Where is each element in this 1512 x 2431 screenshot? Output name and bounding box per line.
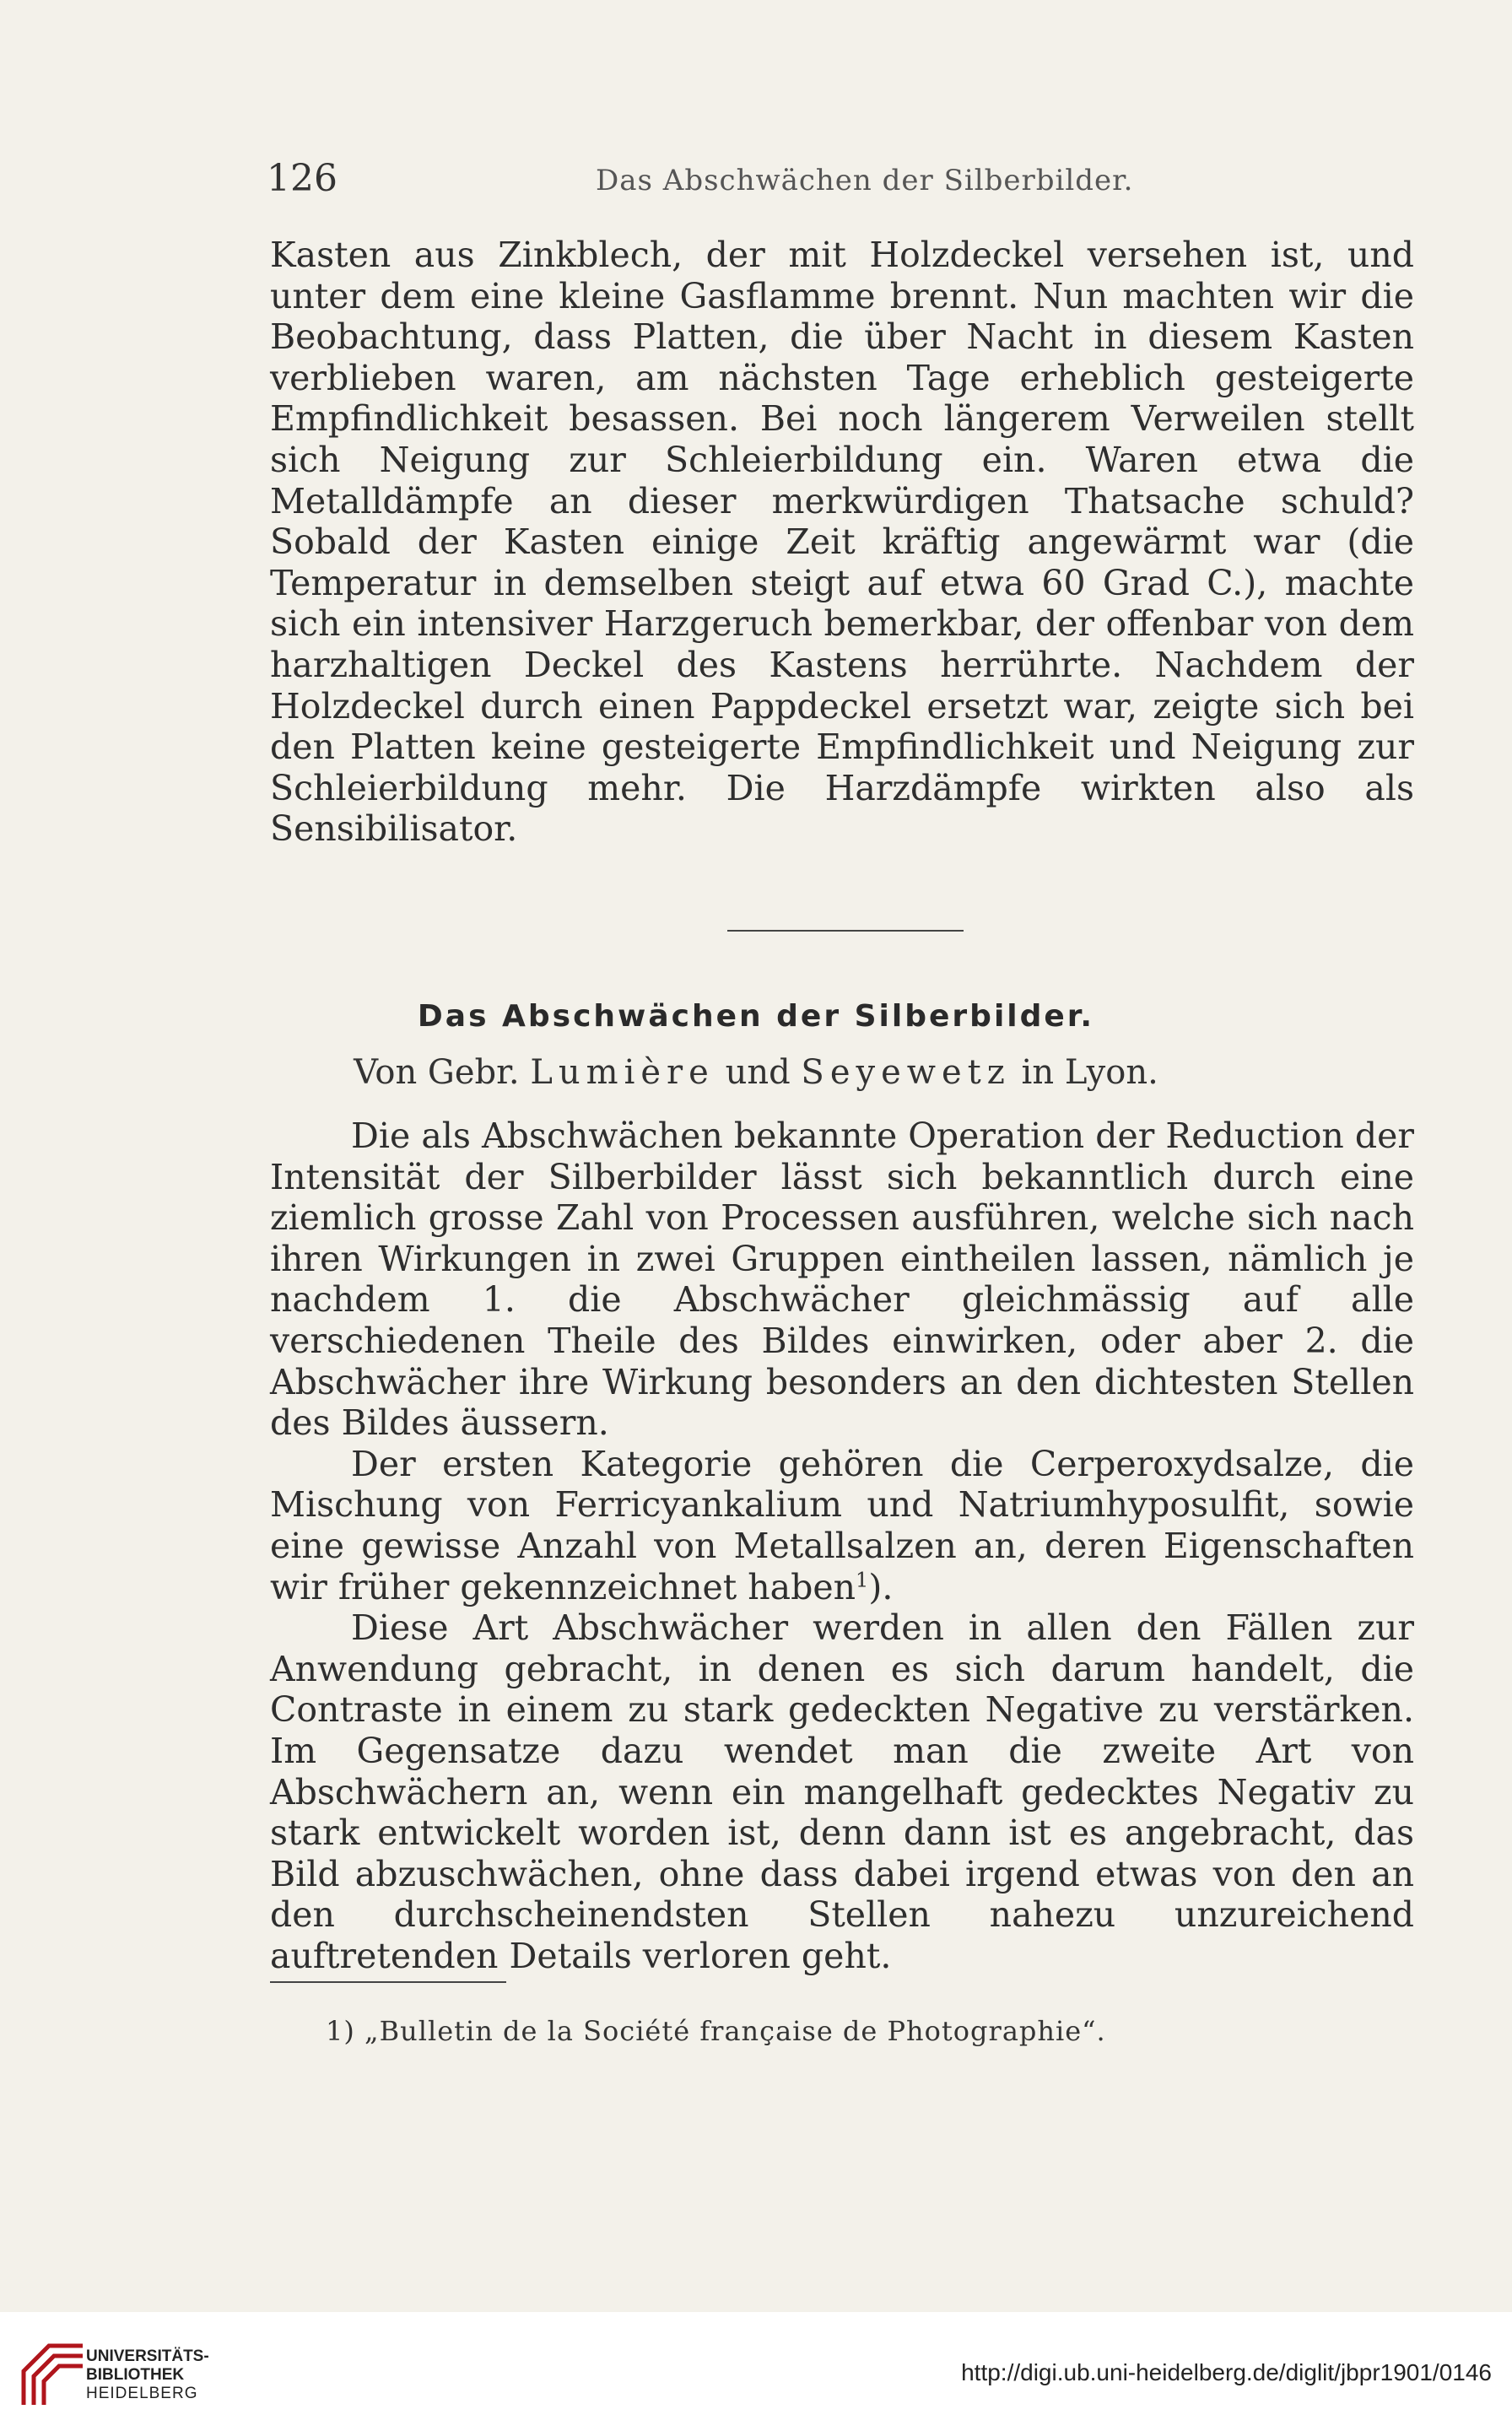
intro-paragraph: Kasten aus Zinkblech, der mit Holzdeckel versehen ist, und unter dem eine kleine Gasflamme brennt. Nun machten wir die Beobachtung, dass Platten, die über Nacht in diesem Kasten verblieben waren, am nächsten Tage erheblich gesteigerte Empfindlichkeit besassen. Bei noch längerem Verweilen stellt sich Neigung zur Schleierbildung ein. Waren etwa die Metalldämpfe an dieser merkwürdigen Thatsache schuld? Sobald der Kasten einige Zeit kräftig angewärmt war (die Temperatur in demselben steigt auf etwa 60 Grad C.), machte sich ein intensiver Harzgeruch bemerkbar, der offenbar von dem harzhaltigen Deckel des Kastens herrührte. Nachdem der Holzdeckel durch einen Pappdeckel ersetzt war, zeigte sich bei den Platten keine gesteigerte Empfindlichkeit und Neigung zur Schleierbildung mehr. Die Harzdämpfe wirkten also als Sensibilisator. <box>270 235 1414 850</box>
author-lumiere: Lumière <box>530 1053 715 1092</box>
paragraph-text: Der ersten Kategorie gehören die Cerperoxydsalze, die Mischung von Ferricyankalium und Natriumhyposulfit, sowie eine gewisse Anzahl von Metallsalzen an, deren Eigenschaften wir früher gekennzeichnet haben <box>270 1443 1414 1607</box>
article-paragraph: Die als Abschwächen bekannte Operation der Reduction der Intensität der Silberbilder lässt sich bekanntlich durch eine ziemlich grosse Zahl von Processen ausführen, welche sich nach ihren Wirkungen in zwei Gruppen eintheilen lassen, nämlich je nachdem 1. die Abschwächer gleichmässig auf alle verschiedenen Theile des Bildes einwirken, oder aber 2. die Abschwächer ihre Wirkung besonders an den dichtesten Stellen des Bildes äussern. <box>270 1116 1414 1444</box>
library-line: HEIDELBERG <box>86 2385 198 2402</box>
page-header <box>267 157 1431 208</box>
library-name <box>86 2347 209 2403</box>
byline-and: und <box>725 1053 791 1092</box>
running-head: Das Abschwächen der Silberbilder. <box>596 164 1134 197</box>
article-paragraph <box>270 1444 1414 1607</box>
source-url-link[interactable]: http://digi.ub.uni-heidelberg.de/diglit/jbpr1901/0146 <box>961 2359 1492 2385</box>
byline-suffix: in Lyon. <box>1021 1053 1158 1092</box>
footnote-ref: 1 <box>856 1567 869 1591</box>
article-paragraph: Diese Art Abschwächer werden in allen den Fällen zur Anwendung gebracht, in denen es sich darum handelt, die Contraste in einem zu stark gedeckten Negative zu verstärken. Im Gegensatze dazu wendet man die zweite Art von Abschwächern an, wenn ein mangelhaft gedecktes Negativ zu stark entwickelt worden ist, denn dann ist es angebracht, das Bild abzuschwächen, ohne dass dabei irgend etwas von den an den durchscheinendsten Stellen nahezu unzureichend auftretenden Details verloren geht. <box>270 1607 1414 1976</box>
intro-text-block <box>270 235 1414 850</box>
article-title: Das Abschwächen der Silberbilder. <box>417 999 1095 1034</box>
paragraph-end: ). <box>868 1566 894 1607</box>
footnote-text: „Bulletin de la Société française de Photographie“. <box>364 2015 1106 2047</box>
university-library-logo-icon <box>15 2337 91 2413</box>
footnote-marker: 1) <box>326 2015 355 2047</box>
footnote <box>326 2015 1106 2047</box>
article-body <box>270 1116 1414 1976</box>
library-line: UNIVERSITÄTS- <box>86 2347 209 2365</box>
library-line: BIBLIOTHEK <box>86 2366 185 2384</box>
article-byline <box>0 1053 1512 1092</box>
author-seyewetz: Seyewetz <box>801 1053 1011 1092</box>
footnote-divider <box>270 1981 506 1983</box>
section-divider <box>727 930 964 932</box>
page-number: 126 <box>267 157 338 200</box>
byline-prefix: Von Gebr. <box>354 1053 520 1092</box>
viewer-footer <box>0 2312 1512 2431</box>
